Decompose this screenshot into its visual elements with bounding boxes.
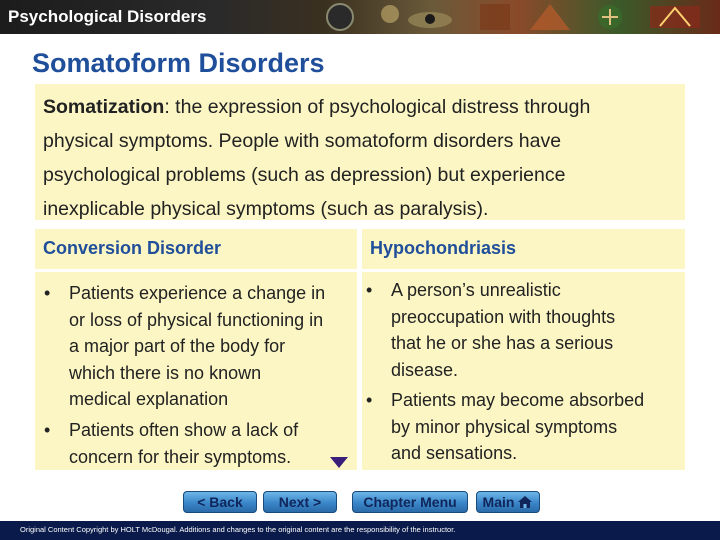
bullet-line: that he or she has a serious xyxy=(391,333,614,353)
bullet-point: • xyxy=(44,283,51,303)
bullet-line: or loss of physical functioning in xyxy=(69,309,324,330)
navigation-bar xyxy=(180,491,545,515)
copyright-notice: Original Content Copyright by HOLT McDougal. Additions and changes to the original content are the responsibility of the instructor. xyxy=(20,525,456,534)
definition-line-3: psychological problems (such as depression) but experience xyxy=(43,164,566,186)
bullet-line: A person’s unrealistic xyxy=(391,280,561,300)
definition-line-4: inexplicable physical symptoms (such as paralysis). xyxy=(43,198,489,220)
conversion-disorder-body xyxy=(35,272,357,470)
bullet-line: a major part of the body for xyxy=(69,336,286,356)
list-item xyxy=(44,280,325,413)
header-title: Psychological Disorders xyxy=(8,7,207,26)
bullet-line: Patients experience a change in xyxy=(69,283,326,303)
bullet-line: medical explanation xyxy=(69,389,229,409)
definition-line-1 xyxy=(43,90,677,124)
bullet-line: by minor physical symptoms xyxy=(391,416,618,437)
bullet-line: and sensations. xyxy=(391,443,518,463)
bullet-line: Patients may become absorbed xyxy=(391,390,645,410)
back-button[interactable]: < Back xyxy=(183,491,257,513)
footer-bar xyxy=(0,521,720,540)
chapter-menu-button[interactable]: Chapter Menu xyxy=(352,491,468,513)
bullet-point: • xyxy=(366,280,373,300)
hypochondriasis-body xyxy=(362,272,685,470)
definition-box xyxy=(35,84,685,220)
house-icon xyxy=(517,495,533,509)
definition-line-1-rest: : the expression of psychological distress through xyxy=(164,96,591,118)
down-triangle-icon[interactable] xyxy=(330,457,348,468)
header-decorative-art xyxy=(230,0,720,34)
main-button[interactable] xyxy=(476,491,540,513)
bullet-point: • xyxy=(366,390,373,410)
main-button-label: Main xyxy=(482,494,515,510)
page-title: Somatoform Disorders xyxy=(32,48,325,78)
bullet-line: preoccupation with thoughts xyxy=(391,306,616,327)
conversion-disorder-heading: Conversion Disorder xyxy=(35,229,357,269)
next-button[interactable]: Next > xyxy=(263,491,337,513)
definition-line-2: physical symptoms. People with somatoform disorders have xyxy=(43,130,562,152)
list-item xyxy=(366,387,644,467)
list-item xyxy=(366,277,615,383)
definition-term: Somatization xyxy=(43,96,165,118)
bullet-line: concern for their symptoms. xyxy=(69,446,292,467)
bullet-line: which there is no known xyxy=(69,362,262,383)
bullet-point: • xyxy=(44,420,51,440)
bullet-line: disease. xyxy=(391,359,459,380)
hypochondriasis-heading: Hypochondriasis xyxy=(362,229,685,269)
header-bar xyxy=(0,0,720,34)
bullet-line: Patients often show a lack of xyxy=(69,420,299,440)
list-item xyxy=(44,417,298,470)
